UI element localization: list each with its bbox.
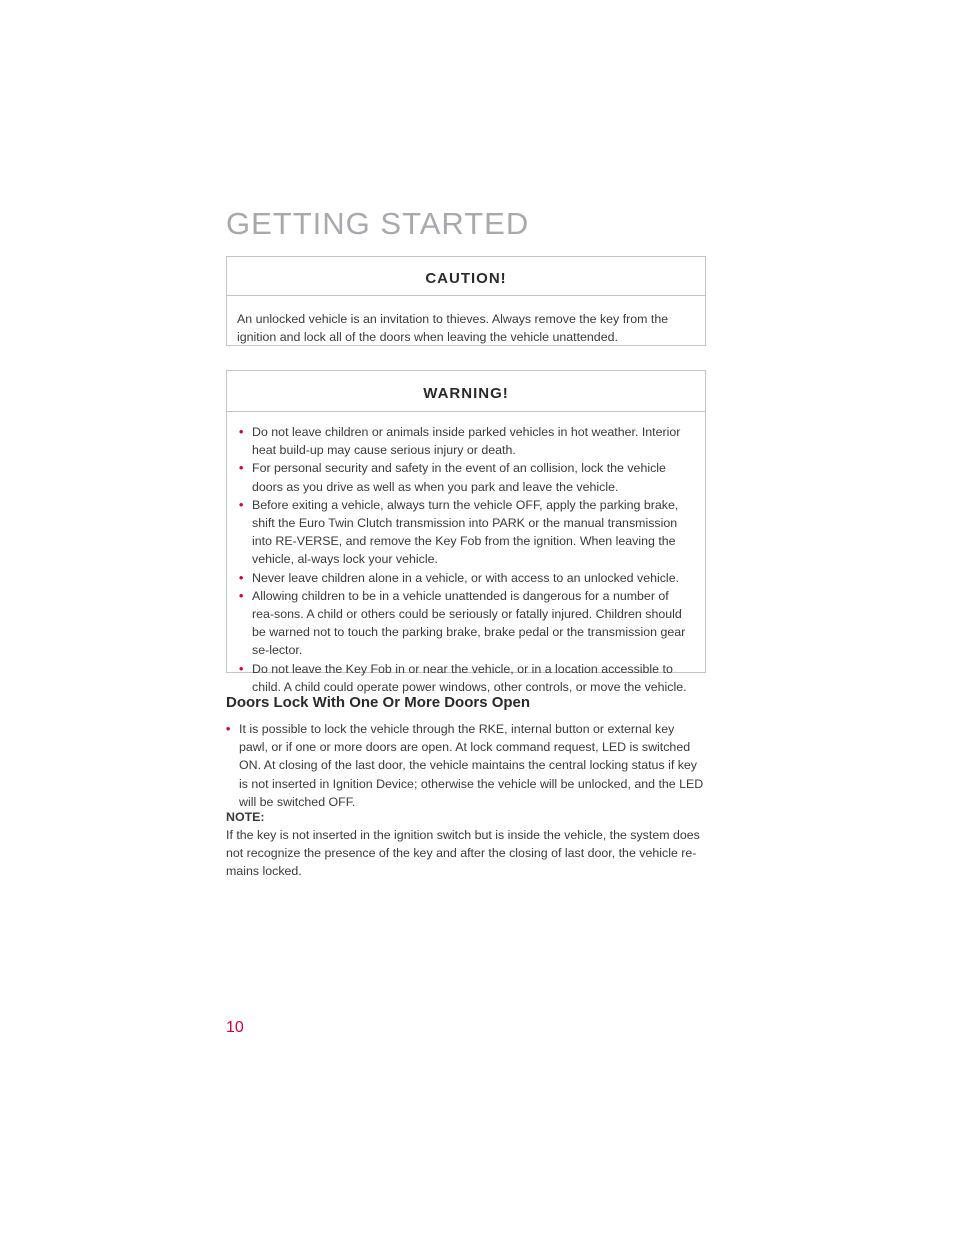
bullet-icon: •	[226, 722, 231, 736]
doors-list-item	[226, 720, 706, 811]
doors-item-text: It is possible to lock the vehicle through the RKE, internal button or external key pawl, or if one or more doors are open. At lock command request, LED is switched ON. At closing of the last door, the vehicle maintains the central locking status if key is not inserted in Ignition Device; otherwise the vehicle will be unlocked, and the LED will be switched OFF.	[239, 722, 704, 809]
doors-section-heading: Doors Lock With One Or More Doors Open	[226, 694, 531, 711]
warning-item	[239, 587, 689, 660]
bullet-icon: •	[239, 588, 244, 603]
warning-item	[239, 569, 689, 587]
bullet-icon: •	[239, 425, 244, 439]
warning-item-text: Never leave children alone in a vehicle, or with access to an unlocked vehicle.	[252, 570, 680, 585]
bullet-icon: •	[239, 570, 244, 585]
page-number: 10	[226, 1019, 244, 1036]
warning-item	[239, 660, 689, 696]
section-title: GETTING STARTED	[226, 206, 530, 241]
warning-item	[239, 496, 689, 569]
warning-box	[226, 370, 706, 694]
warning-item	[239, 423, 689, 459]
bullet-icon: •	[239, 497, 244, 512]
doors-list	[226, 720, 706, 811]
warning-list	[239, 423, 689, 696]
note-text: If the key is not inserted in the ignition switch but is inside the vehicle, the system does not recognize the presence of the key and after the closing of last door, the vehicle re-mains locked.	[226, 828, 700, 878]
note-label: NOTE:	[226, 810, 265, 824]
warning-item-text: Do not leave children or animals inside parked vehicles in hot weather. Interior heat build-up may cause serious injury or death.	[252, 425, 681, 458]
warning-heading: WARNING!	[227, 371, 705, 412]
caution-box	[226, 256, 706, 346]
warning-item-text: Allowing children to be in a vehicle unattended is dangerous for a number of rea-sons. A child or others could be seriously or fatally injured. Children should be warned not to touch the parking brake, brake pedal or the transmission gear se-lector.	[252, 588, 686, 658]
warning-item-text: For personal security and safety in the event of an collision, lock the vehicle doors as you drive as well as when you park and leave the vehicle.	[252, 461, 666, 494]
caution-heading: CAUTION!	[227, 257, 705, 296]
bullet-icon: •	[239, 461, 244, 476]
warning-item-text: Do not leave the Key Fob in or near the vehicle, or in a location accessible to child. A child could operate power windows, other controls, or move the vehicle.	[252, 661, 687, 694]
bullet-icon: •	[239, 661, 244, 676]
caution-text: An unlocked vehicle is an invitation to thieves. Always remove the key from the ignition and lock all of the doors when leaving the vehicle unattended.	[237, 312, 669, 344]
warning-item	[239, 459, 689, 495]
warning-item-text: Before exiting a vehicle, always turn the vehicle OFF, apply the parking brake, shift the Euro Twin Clutch transmission into PARK or the manual transmission into RE-VERSE, and remove the Key Fob from the ignition. When leaving the vehicle, al-ways lock your vehicle.	[252, 497, 679, 567]
